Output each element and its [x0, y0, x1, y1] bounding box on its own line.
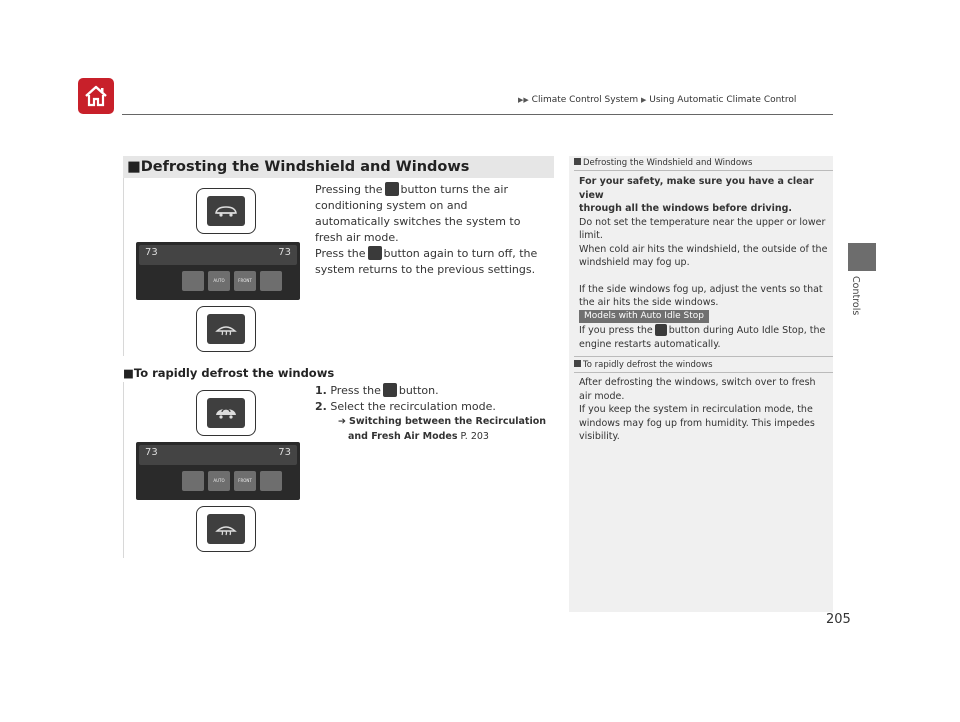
- panel-button-front: FRONT: [234, 271, 256, 291]
- section-paragraph-2: Press the button again to turn off, the system returns to the previous settings.: [315, 247, 538, 276]
- header-divider: [122, 114, 833, 115]
- climate-panel-figure-2: [123, 382, 303, 558]
- climate-control-panel: [136, 242, 300, 300]
- recirculation-indicator-callout: [196, 390, 256, 436]
- subsection-title: ■To rapidly defrost the windows: [123, 366, 335, 380]
- front-defrost-button-icon: [385, 182, 399, 196]
- note-2-title: To rapidly defrost the windows: [574, 360, 713, 370]
- note-marker-icon: [574, 360, 581, 367]
- note-1-title: Defrosting the Windshield and Windows: [574, 158, 752, 168]
- temp-right: 73: [278, 447, 291, 458]
- panel-button: [182, 271, 204, 291]
- note-2-body: After defrosting the windows, switch over to fresh air mode. If you keep the system in recirculation mode, the windows may fog up from humidity. This impedes visibility.: [579, 377, 816, 442]
- temp-right: 73: [278, 247, 291, 258]
- section-title: ■Defrosting the Windshield and Windows: [123, 156, 554, 178]
- note-2-divider: [574, 372, 833, 373]
- front-defrost-button-icon: [655, 324, 667, 336]
- front-defrost-icon: [214, 319, 238, 339]
- panel-button: [260, 471, 282, 491]
- climate-panel-figure-1: [123, 178, 303, 356]
- front-defrost-button-icon: [368, 246, 382, 260]
- section-square-icon: ■: [127, 159, 141, 175]
- panel-button-auto: AUTO: [208, 471, 230, 491]
- step-1: 1. Press the button.: [315, 384, 439, 397]
- cross-reference[interactable]: ➔ Switching between the Recirculation and Fresh Air Modes P. 203: [338, 416, 546, 442]
- subsection-square-icon: ■: [123, 366, 134, 380]
- breadcrumb-parent[interactable]: Climate Control System: [531, 95, 639, 105]
- chapter-tab-label[interactable]: Controls: [850, 276, 861, 316]
- section-paragraph-1: Pressing the button turns the air conditioning system on and automatically switches the system to fresh air mode.: [315, 183, 521, 244]
- breadcrumb-arrow-icon: ▶▶: [518, 96, 529, 104]
- page-number: 205: [826, 612, 851, 627]
- panel-display: [139, 245, 297, 265]
- model-badge: Models with Auto Idle Stop: [579, 310, 709, 323]
- note-1-body: For your safety, make sure you have a clear view through all the windows before driving. Do not set the temperature near the upper or lower limit. When cold air hits the windshield, the outside of the windshield may fog up. If the side windows fog up, adjust the vents so that the air hits the side windows.: [579, 176, 828, 308]
- note-marker-icon: [574, 158, 581, 165]
- temp-left: 73: [145, 247, 158, 258]
- xref-arrow-icon: ➔: [338, 416, 346, 427]
- chapter-tab-marker[interactable]: [848, 243, 876, 271]
- front-defrost-callout: [196, 506, 256, 552]
- recirculation-indicator-callout: [196, 188, 256, 234]
- front-defrost-icon: [214, 519, 238, 539]
- temp-left: 73: [145, 447, 158, 458]
- panel-button-auto: AUTO: [208, 271, 230, 291]
- breadcrumb: [518, 95, 796, 105]
- panel-button: [182, 471, 204, 491]
- front-defrost-button-icon: [383, 383, 397, 397]
- step-2: 2. Select the recirculation mode.: [315, 400, 496, 413]
- note-1-auto-idle: If you press the button during Auto Idle Stop, the engine restarts automatically.: [579, 325, 826, 350]
- recirculation-icon: [213, 203, 239, 219]
- recirculation-on-icon: [213, 405, 239, 421]
- climate-control-panel: [136, 442, 300, 500]
- panel-button-front: FRONT: [234, 471, 256, 491]
- breadcrumb-current[interactable]: Using Automatic Climate Control: [649, 95, 797, 105]
- panel-button: [260, 271, 282, 291]
- note-2-top-divider: [574, 356, 833, 357]
- panel-display: [139, 445, 297, 465]
- home-icon: [83, 84, 109, 108]
- breadcrumb-arrow-icon: ▶: [640, 96, 647, 104]
- front-defrost-callout: [196, 306, 256, 352]
- note-1-divider: [574, 170, 833, 171]
- home-button[interactable]: [78, 78, 114, 114]
